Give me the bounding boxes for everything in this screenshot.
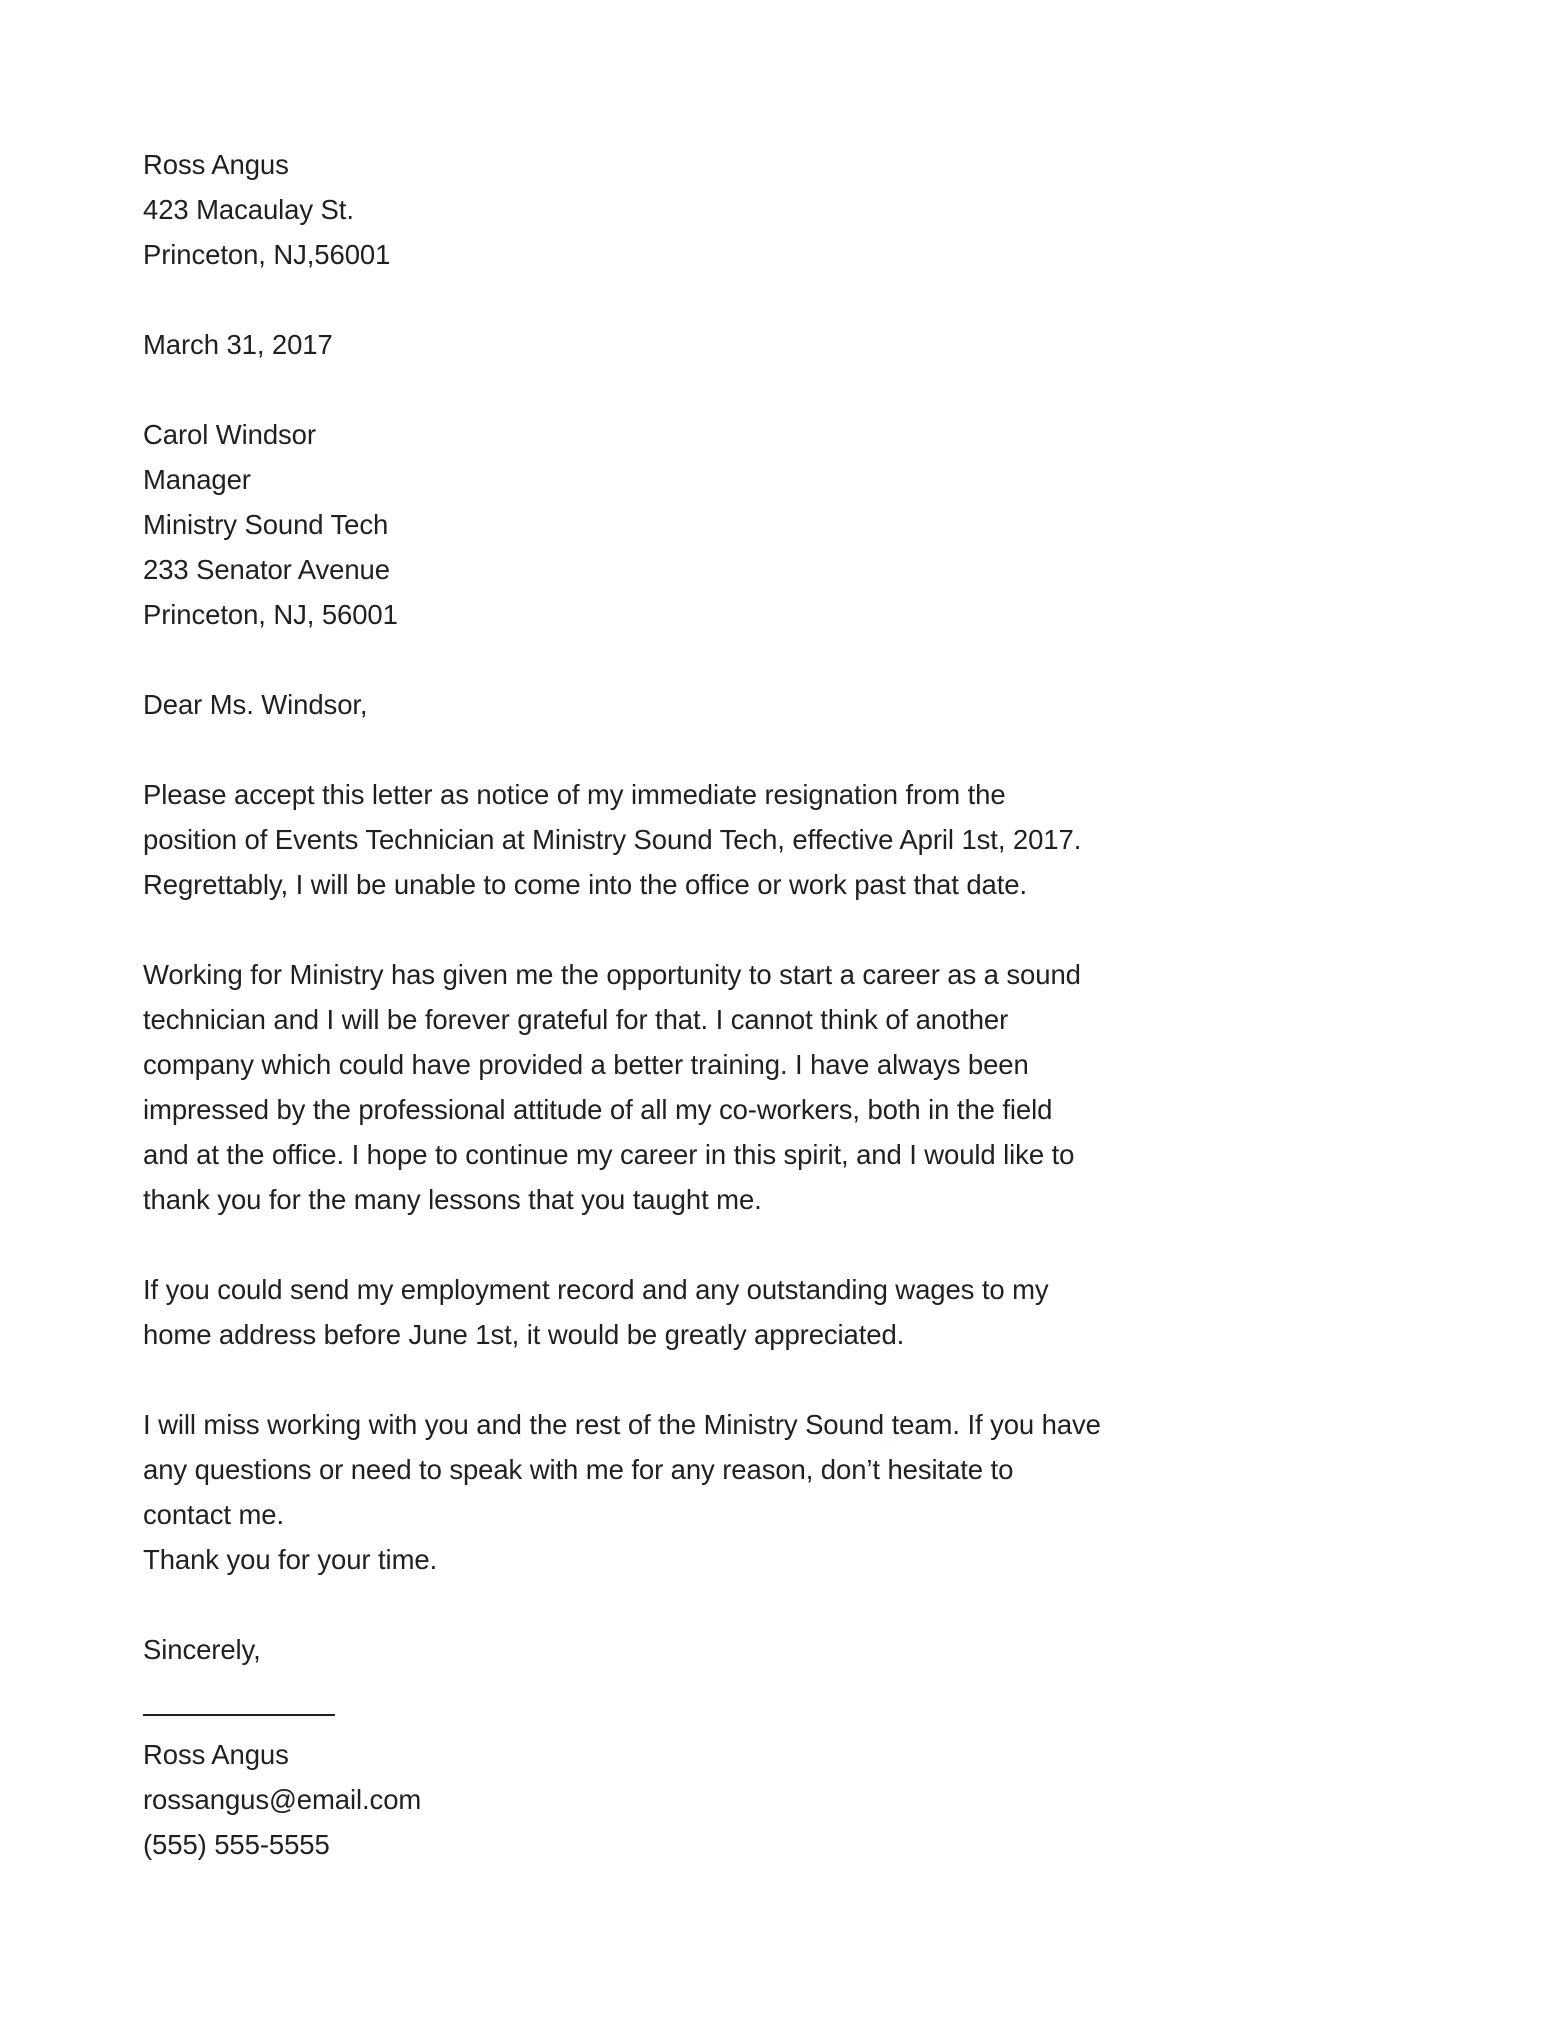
spacer-paragraph-1-2 (143, 907, 1143, 952)
body-paragraph-4: I will miss working with you and the rest of the Ministry Sound team. If you have any questions or need to speak with me for any reason, don’t hesitate to contact me. (143, 1409, 1101, 1530)
spacer-paragraph-3-4 (143, 1357, 1143, 1402)
body-paragraph-1: Please accept this letter as notice of my immediate resignation from the position of Events Technician at Ministry Sound Tech, effective April 1st, 2017. Regrettably, I will be unable to come into the office or work past that date. (143, 779, 1082, 900)
spacer-after-sender (143, 277, 1143, 322)
spacer-after-date (143, 367, 1143, 412)
closing-salutation: Sincerely, (143, 1634, 261, 1665)
recipient-address-block (143, 412, 1143, 637)
signature-email: rossangus@email.com (143, 1784, 422, 1815)
signature-rule (143, 1714, 335, 1716)
letter-body (143, 142, 1143, 1867)
closing-block (143, 1627, 1143, 1672)
recipient-job-title: Manager (143, 464, 251, 495)
spacer-after-salutation (143, 727, 1143, 772)
recipient-city-state-zip: Princeton, NJ, 56001 (143, 599, 398, 630)
recipient-company: Ministry Sound Tech (143, 509, 389, 540)
date-block (143, 322, 1143, 367)
sender-street: 423 Macaulay St. (143, 194, 354, 225)
spacer-after-rule (143, 1722, 1143, 1732)
salutation-block (143, 682, 1143, 727)
signature-space (143, 1672, 1143, 1714)
body-paragraph-4-thanks: Thank you for your time. (143, 1544, 438, 1575)
letter-date: March 31, 2017 (143, 329, 333, 360)
spacer-before-closing (143, 1582, 1143, 1627)
sender-name: Ross Angus (143, 149, 289, 180)
sender-city-state-zip: Princeton, NJ,56001 (143, 239, 391, 270)
spacer-after-recipient (143, 637, 1143, 682)
signature-phone: (555) 555-5555 (143, 1829, 330, 1860)
body-paragraph-2: Working for Ministry has given me the opportunity to start a career as a sound technician and I will be forever grateful for that. I cannot think of another company which could have provided a better training. I have always been impressed by the professional attitude of all my co-workers, both in the field and at the office. I hope to continue my career in this spirit, and I would like to thank you for the many lessons that you taught me. (143, 959, 1081, 1215)
signature-block (143, 1732, 1143, 1867)
sender-address-block (143, 142, 1143, 277)
body-paragraph-3: If you could send my employment record and any outstanding wages to my home address before June 1st, it would be greatly appreciated. (143, 1274, 1049, 1350)
spacer-paragraph-2-3 (143, 1222, 1143, 1267)
recipient-street: 233 Senator Avenue (143, 554, 390, 585)
recipient-name: Carol Windsor (143, 419, 316, 450)
salutation: Dear Ms. Windsor, (143, 689, 368, 720)
signature-name: Ross Angus (143, 1739, 289, 1770)
